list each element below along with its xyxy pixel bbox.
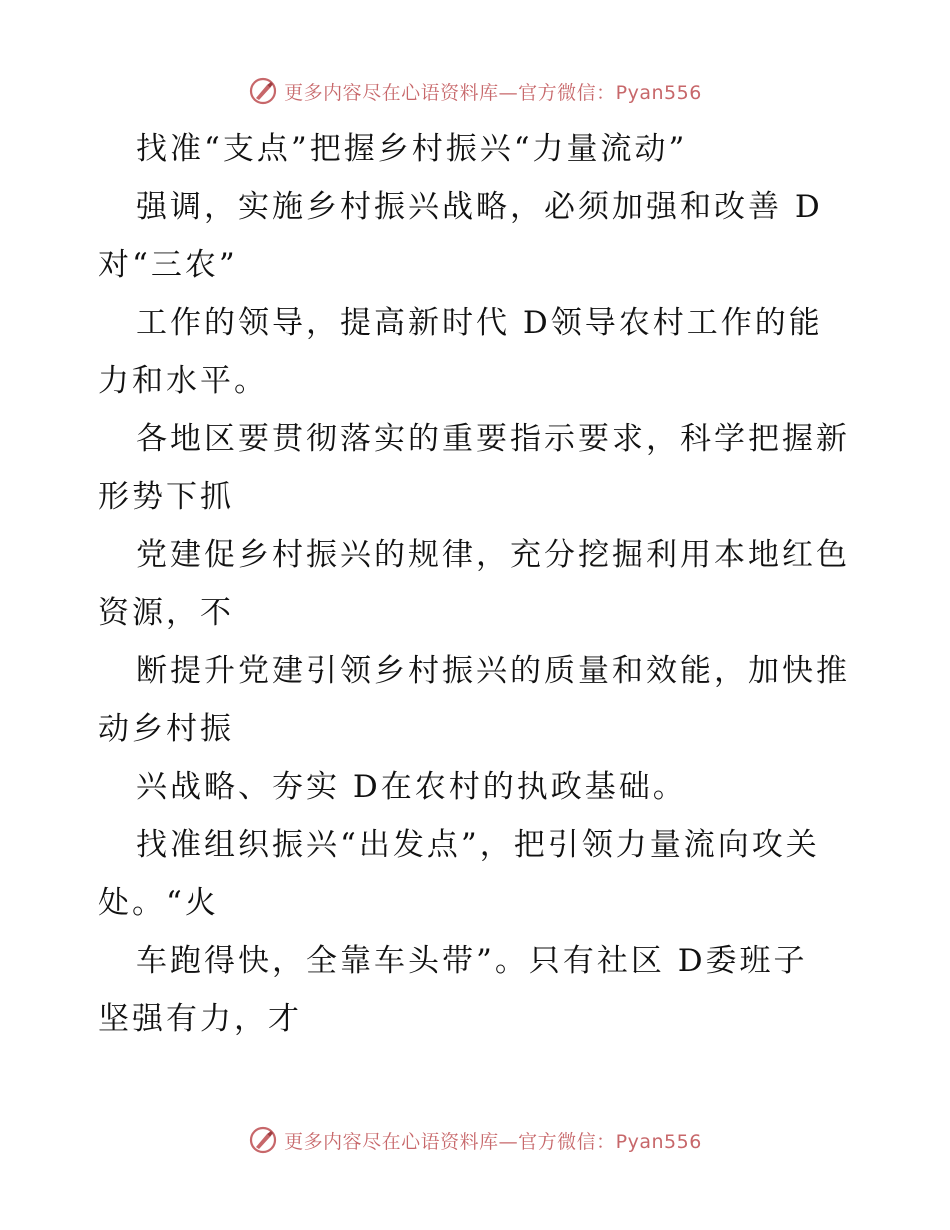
text-line: 车跑得快，全靠车头带”。只有社区 D委班子 xyxy=(136,943,808,979)
footer-watermark xyxy=(0,1120,950,1160)
text-line: 强调，实施乡村振兴战略，必须加强和改善 D xyxy=(136,189,823,225)
text-line: 资源，不 xyxy=(98,595,234,631)
text-line: 断提升党建引领乡村振兴的质量和效能，加快推 xyxy=(136,653,850,689)
text-line: 对“三农” xyxy=(98,247,238,283)
text-line: 找准组织振兴“出发点”，把引领力量流向攻关 xyxy=(136,827,820,863)
text-line: 党建促乡村振兴的规律，充分挖掘利用本地红色 xyxy=(136,537,850,573)
watermark-text: 更多内容尽在心语资料库—官方微信：Pyan556 xyxy=(284,81,702,104)
text-line: 工作的领导，提高新时代 D领导农村工作的能 xyxy=(136,305,823,341)
text-line: 兴战略、夯实 D在农村的执政基础。 xyxy=(136,769,687,805)
text-line: 坚强有力，才 xyxy=(98,1001,302,1037)
document-body xyxy=(98,120,858,1048)
text-line: 形势下抓 xyxy=(98,479,234,515)
watermark-text: 更多内容尽在心语资料库—官方微信：Pyan556 xyxy=(284,1130,702,1153)
text-line: 找准“支点”把握乡村振兴“力量流动” xyxy=(136,131,688,167)
text-line: 动乡村振 xyxy=(98,711,234,747)
watermark-id: Pyan556 xyxy=(615,1130,702,1153)
watermark-id: Pyan556 xyxy=(615,81,702,104)
text-line: 各地区要贯彻落实的重要指示要求，科学把握新 xyxy=(136,421,850,457)
pen-logo-icon xyxy=(248,1125,278,1155)
header-watermark xyxy=(0,71,950,111)
text-line: 处。“火 xyxy=(98,885,219,921)
pen-logo-icon xyxy=(248,76,278,106)
text-line: 力和水平。 xyxy=(98,363,268,399)
